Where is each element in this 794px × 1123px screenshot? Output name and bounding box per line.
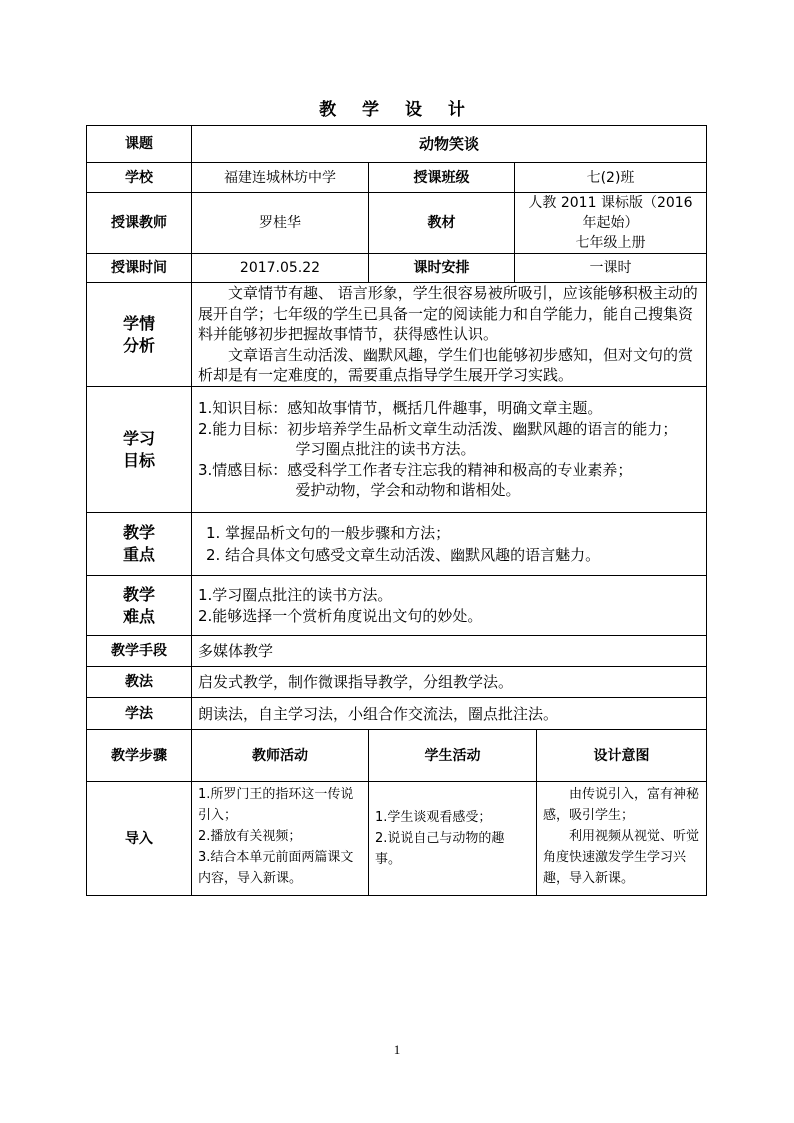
- steps-header-teacher: 教师活动: [192, 730, 369, 782]
- row-analysis: [87, 283, 707, 387]
- objective-knowledge: 1.知识目标：感知故事情节，概括几件趣事，明确文章主题。: [198, 399, 603, 418]
- analysis-label-line2: 分析: [122, 335, 155, 355]
- steps-header-intent: 设计意图: [537, 730, 707, 782]
- document-title: 教 学 设 计: [319, 100, 475, 120]
- analysis-paragraph-2: 文章语言生动活泼、幽默风趣，学生们也能够初步感知，但对文句的赏析却是有一定难度的，需要重点指导学生展开学习实践。: [198, 345, 694, 385]
- class-value: 七(2)班: [515, 163, 707, 193]
- row-learning: [87, 698, 707, 730]
- steps-header-student: 学生活动: [369, 730, 537, 782]
- class-label: 授课班级: [369, 163, 515, 193]
- intro-teacher-2: 2.播放有关视频；: [198, 829, 302, 844]
- intro-teacher-activity: [192, 782, 369, 896]
- objective-emotion: 3.情感目标：感受科学工作者专注忘我的精神和极高的专业素养；: [198, 460, 633, 479]
- objective-emotion-2: 爱护动物，学会和动物和谐相处。: [295, 481, 521, 500]
- learning-label: 学法: [87, 698, 192, 730]
- objective-ability-2: 学习圈点批注的读书方法。: [295, 440, 476, 459]
- row-difficulties: [87, 576, 707, 636]
- time-label: 授课时间: [87, 254, 192, 283]
- row-method: [87, 667, 707, 698]
- row-key-points: [87, 513, 707, 576]
- row-school: [87, 163, 707, 193]
- analysis-text: [192, 283, 707, 387]
- steps-header-step: 教学步骤: [87, 730, 192, 782]
- objectives-label-line2: 目标: [122, 450, 155, 470]
- method-value: 启发式教学，制作微课指导教学，分组教学法。: [192, 667, 707, 698]
- row-steps-header: [87, 730, 707, 782]
- means-value: 多媒体教学: [192, 636, 707, 667]
- row-objectives: [87, 387, 707, 513]
- intro-teacher-3: 3.结合本单元前面两篇课文内容，导入新课。: [198, 850, 354, 886]
- intro-student-2: 2.说说自己与动物的趣事。: [375, 831, 505, 867]
- method-label: 教法: [87, 667, 192, 698]
- schedule-value: 一课时: [515, 254, 707, 283]
- analysis-paragraph-1: 文章情节有趣、 语言形象，学生很容易被所吸引，应该能够积极主动的展开自学；七年级的学生已具备一定的阅读能力和自学能力，能自己搜集资料并能够初步把握故事情节，获得感性认识。: [198, 284, 698, 344]
- intro-teacher-1: 1.所罗门王的指环这一传说引入；: [198, 787, 354, 823]
- row-means: [87, 636, 707, 667]
- key-points-text: [192, 513, 707, 576]
- key-points-label-line1: 教学: [122, 523, 155, 542]
- difficulties-label-line2: 难点: [122, 606, 155, 626]
- textbook-label: 教材: [369, 193, 515, 254]
- learning-value: 朗读法，自主学习法，小组合作交流法，圈点批注法。: [192, 698, 707, 730]
- schedule-label: 课时安排: [369, 254, 515, 283]
- intro-student-1: 1.学生谈观看感受；: [375, 810, 492, 825]
- intro-design-intent: [537, 782, 707, 896]
- school-value: 福建连城林坊中学: [192, 163, 369, 193]
- textbook-value: [515, 193, 707, 254]
- topic-label: 课题: [87, 126, 192, 163]
- row-topic: [87, 126, 707, 163]
- topic-value: 动物笑谈: [192, 126, 707, 163]
- teacher-value: 罗桂华: [192, 193, 369, 254]
- difficulty-1: 1.学习圈点批注的读书方法。: [198, 585, 393, 604]
- key-points-label-line2: 重点: [122, 545, 155, 564]
- textbook-line2: 七年级上册: [575, 235, 646, 251]
- key-points-label: [87, 513, 192, 576]
- row-time: [87, 254, 707, 283]
- row-intro: [87, 782, 707, 896]
- key-point-1: 1. 掌握品析文句的一般步骤和方法；: [206, 524, 451, 542]
- intro-intent-1: 由传说引入，富有神秘感，吸引学生；: [543, 787, 700, 823]
- means-label: 教学手段: [87, 636, 192, 667]
- objectives-label: [87, 387, 192, 513]
- objectives-label-line1: 学习: [122, 428, 155, 448]
- intro-intent-2: 利用视频从视觉、听觉角度快速激发学生学习兴趣，导入新课。: [543, 829, 700, 886]
- analysis-label-line1: 学情: [122, 313, 155, 333]
- difficulties-text: [192, 576, 707, 636]
- difficulties-label: [87, 576, 192, 636]
- teacher-label: 授课教师: [87, 193, 192, 254]
- key-point-2: 2. 结合具体文句感受文章生动活泼、幽默风趣的语言魅力。: [206, 546, 601, 564]
- time-value: 2017.05.22: [192, 254, 369, 283]
- difficulties-label-line1: 教学: [122, 584, 155, 604]
- objectives-text: [192, 387, 707, 513]
- lesson-plan-table: [86, 125, 707, 896]
- intro-student-activity: [369, 782, 537, 896]
- page-number: 1: [393, 1042, 401, 1057]
- textbook-line1: 人教 2011 课标版（2016 年起始）: [528, 195, 693, 231]
- difficulty-2: 2.能够选择一个赏析角度说出文句的妙处。: [198, 606, 483, 625]
- intro-label: 导入: [87, 782, 192, 896]
- row-teacher: [87, 193, 707, 254]
- school-label: 学校: [87, 163, 192, 193]
- objective-ability: 2.能力目标：初步培养学生品析文章生动活泼、幽默风趣的语言的能力；: [198, 419, 678, 438]
- analysis-label: [87, 283, 192, 387]
